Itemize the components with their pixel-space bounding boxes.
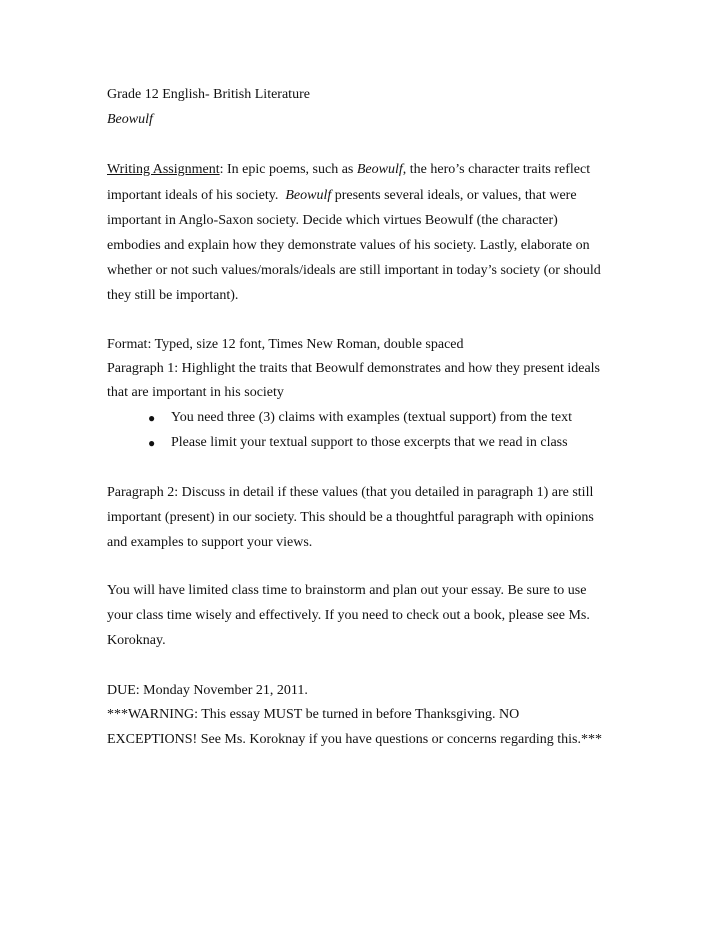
assignment-line-2	[107, 187, 577, 205]
assignment-title-ref: Beowulf	[356, 162, 403, 177]
assignment-title-ref: Beowulf	[285, 188, 332, 203]
assignment-line-5: whether or not such values/morals/ideals are still important in today’s society (or should	[107, 263, 601, 278]
assignment-line-1	[107, 161, 590, 179]
time-note-line-1: You will have limited class time to brainstorm and plan out your essay. Be sure to use	[107, 583, 587, 598]
assignment-text: important ideals of his society.	[107, 188, 279, 203]
assignment-line-6: they still be important).	[107, 288, 239, 303]
assignment-line-3: important in Anglo-Saxon society. Decide which virtues Beowulf (the character)	[107, 213, 558, 228]
work-title: Beowulf	[107, 112, 153, 127]
warning-line-1: ***WARNING: This essay MUST be turned in before Thanksgiving. NO	[107, 707, 520, 722]
time-note-line-3: Koroknay.	[107, 633, 166, 648]
bullet-icon: ●	[148, 436, 156, 450]
paragraph2-line-3: and examples to support your views.	[107, 535, 313, 550]
assignment-text: presents several ideals, or values, that were	[331, 188, 577, 203]
bullet-icon: ●	[148, 411, 156, 425]
warning-line-2: EXCEPTIONS! See Ms. Koroknay if you have questions or concerns regarding this.***	[107, 732, 602, 747]
bullet-item: Please limit your textual support to those excerpts that we read in class	[171, 435, 568, 450]
paragraph2-line-1: Paragraph 2: Discuss in detail if these values (that you detailed in paragraph 1) are still	[107, 485, 594, 500]
time-note-line-2: your class time wisely and effectively. If you need to check out a book, please see Ms.	[107, 608, 590, 623]
course-heading: Grade 12 English- British Literature	[107, 87, 310, 102]
paragraph1-line-2: that are important in his society	[107, 385, 284, 400]
assignment-label: Writing Assignment	[107, 162, 220, 177]
assignment-text: , the hero’s character traits reflect	[402, 162, 591, 177]
paragraph1-line-1: Paragraph 1: Highlight the traits that Beowulf demonstrates and how they present ideals	[107, 361, 600, 376]
paragraph2-line-2: important (present) in our society. This should be a thoughtful paragraph with opinions	[107, 510, 594, 525]
assignment-line-4: embodies and explain how they demonstrate values of his society. Lastly, elaborate on	[107, 238, 590, 253]
bullet-item: You need three (3) claims with examples (textual support) from the text	[171, 410, 572, 425]
due-date: DUE: Monday November 21, 2011.	[107, 683, 308, 698]
format-line: Format: Typed, size 12 font, Times New Roman, double spaced	[107, 337, 464, 352]
assignment-text: : In epic poems, such as	[219, 162, 357, 177]
